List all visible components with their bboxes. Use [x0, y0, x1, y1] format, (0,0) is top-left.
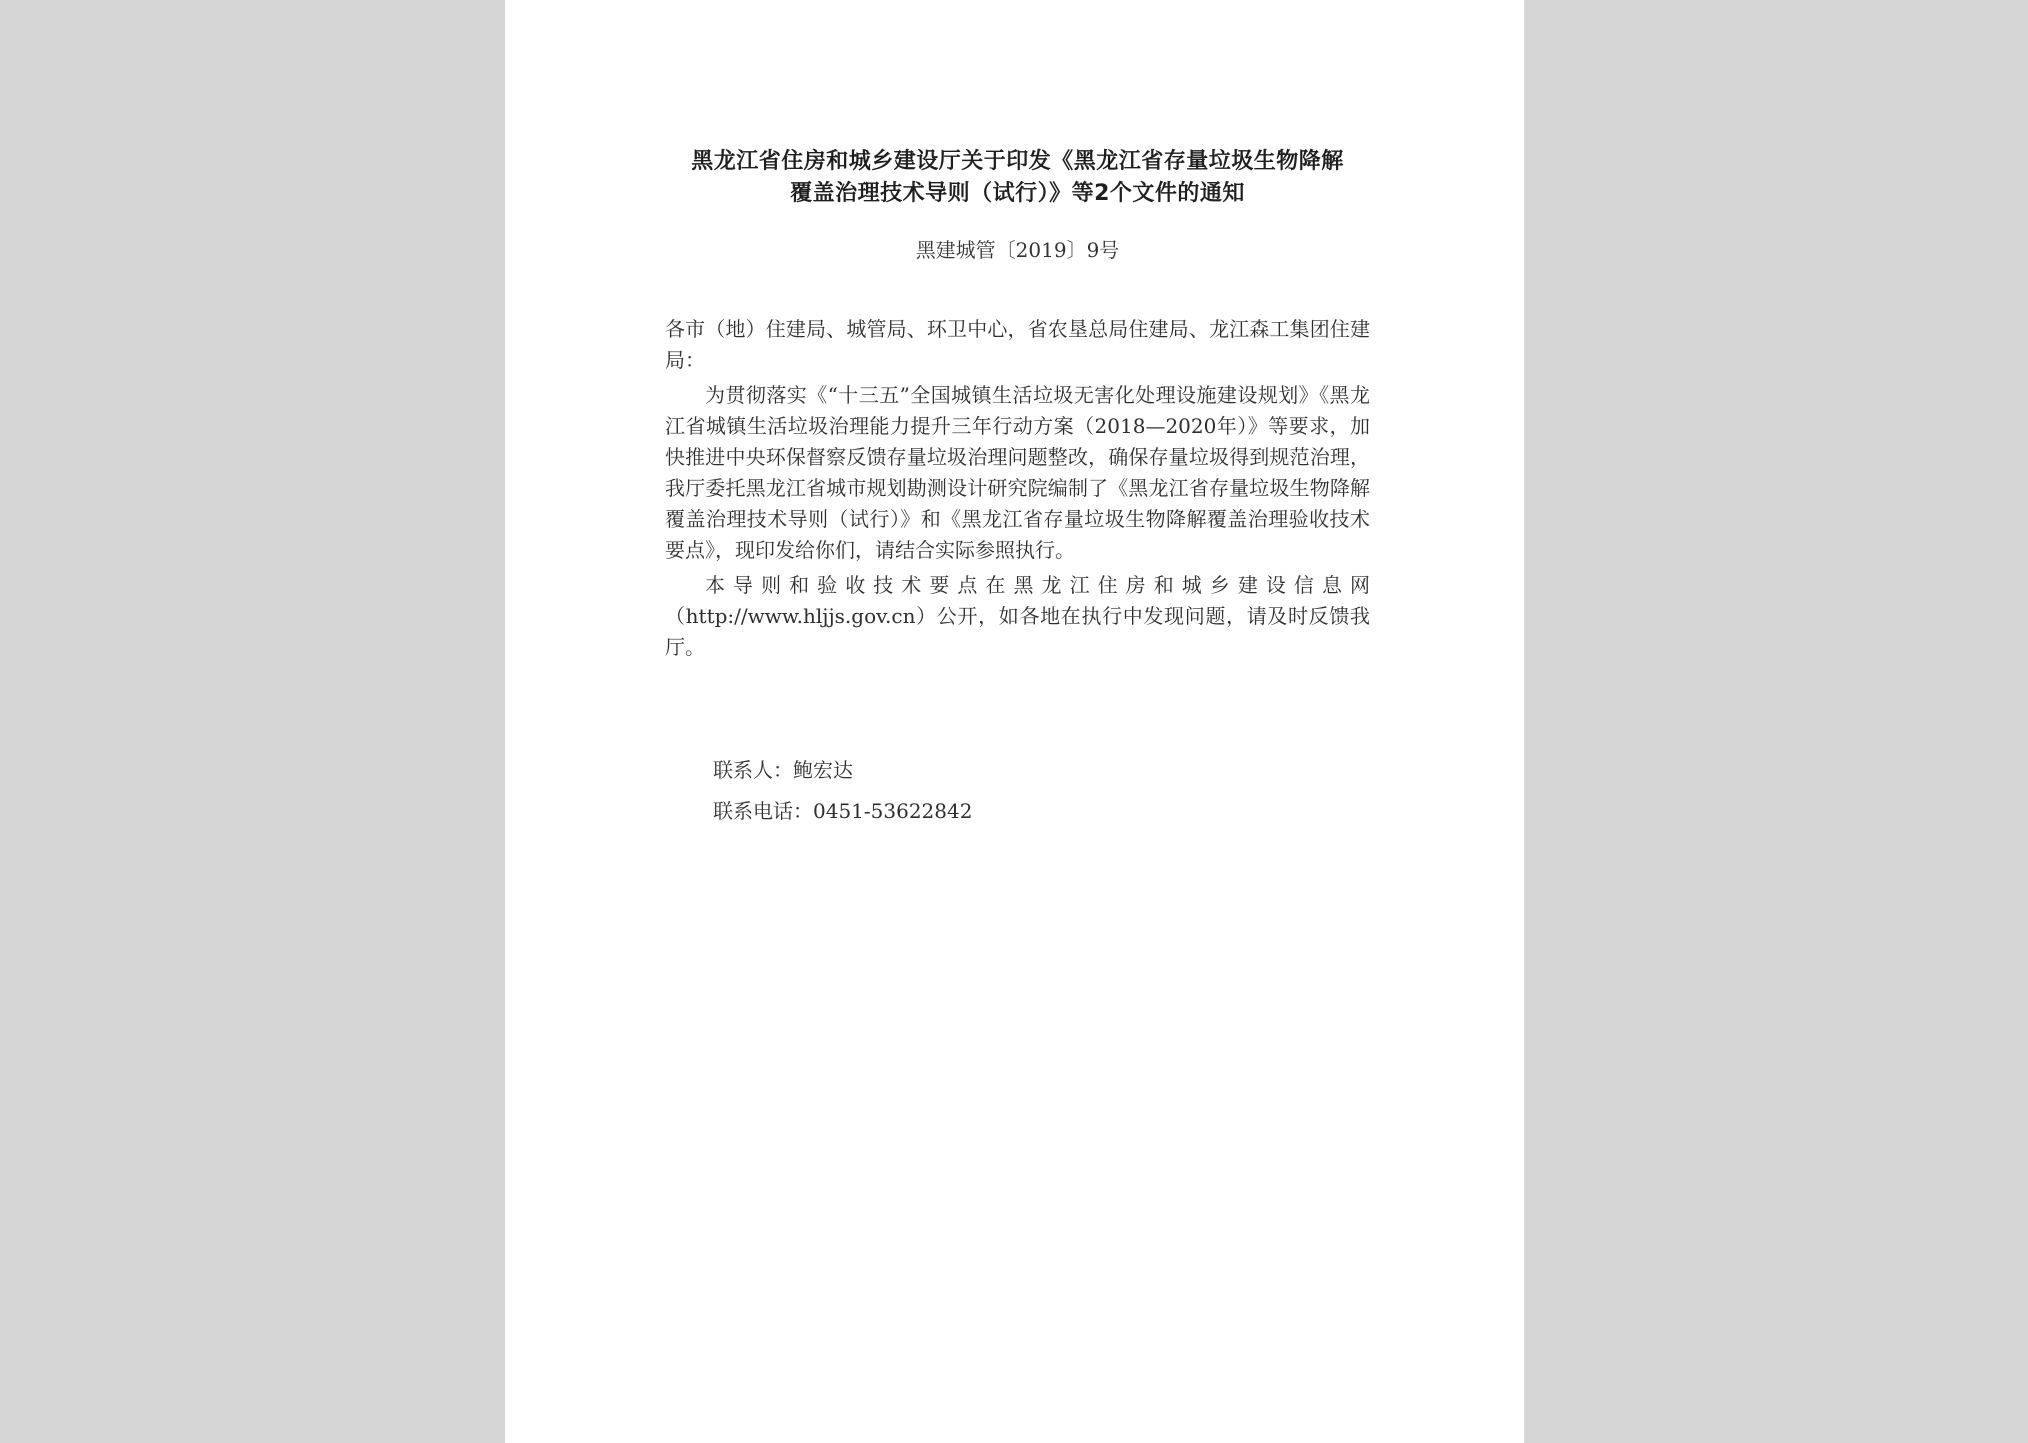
contact-phone: 联系电话：0451-53622842 — [713, 799, 973, 823]
contact-person: 联系人：鲍宏达 — [713, 758, 853, 782]
document-title — [665, 146, 1370, 210]
document-number: 黑建城管〔2019〕9号 — [915, 238, 1120, 262]
title-line-1: 黑龙江省住房和城乡建设厅关于印发《黑龙江省存量垃圾生物降解 — [691, 149, 1344, 174]
document-body — [665, 314, 1370, 667]
addressee: 各市（地）住建局、城管局、环卫中心，省农垦总局住建局、龙江森工集团住建局： — [665, 317, 1370, 372]
paragraph-1: 为贯彻落实《“十三五”全国城镇生活垃圾无害化处理设施建设规划》《黑龙江省城镇生活垃圾治理能力提升三年行动方案（2018—2020年）》等要求，加快推进中央环保督察反馈存量垃圾治理问题整改，确保存量垃圾得到规范治理，我厅委托黑龙江省城市规划勘测设计研究院编制了《黑龙江省存量垃圾生物降解覆盖治理技术导则（试行）》和《黑龙江省存量垃圾生物降解覆盖治理验收技术要点》，现印发给你们，请结合实际参照执行。 — [665, 383, 1370, 562]
title-line-2: 覆盖治理技术导则（试行）》等2个文件的通知 — [790, 181, 1245, 206]
paragraph-2: 本导则和验收技术要点在黑龙江住房和城乡建设信息网（http://www.hljjs.gov.cn）公开，如各地在执行中发现问题，请及时反馈我厅。 — [665, 573, 1370, 659]
document-page — [505, 0, 1524, 1443]
